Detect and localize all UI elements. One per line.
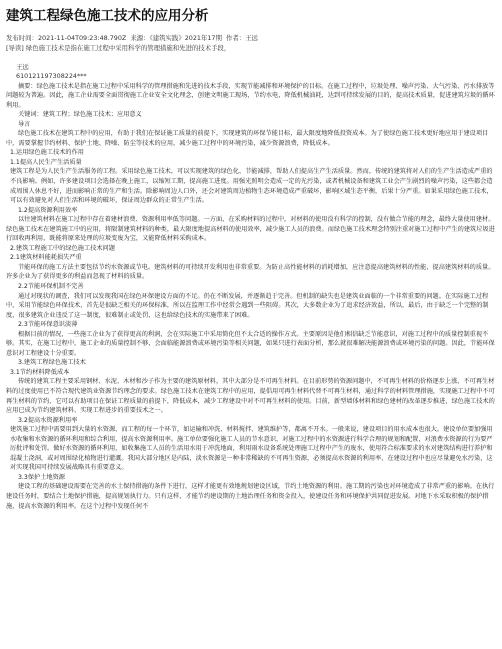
subsection-heading: 2.1建筑材料能耗损失严重 (10, 254, 82, 262)
abstract: 摘要：绿色施工技术是指在施工过程中采用科学的管理措施和先进的技术手段，实现节能减排和环境保护的目标。在施工过程中，垃圾处理、噪声污染、大气污染、污水排放等问题较为普遍。因此，施工企业需要全面贯彻施工企业安全文化理念，创建文明施工现场，节约水电，降低机械油耗，达到可持续发展的目的，提高技术质量，促进建筑垃圾的循环利用。 (6, 82, 495, 109)
source: 来源：《建筑实践》2021年17期 (130, 34, 222, 42)
paragraph: 节能环保的施工方法主要包括节约水资源或节电。建筑材料的可持续开发利用也非常重要。为防止高性能材料的消耗增加，应注意提高建筑材料的性能，提高建筑材料的质量。许多企业为了获得更多的利益而忽视了材料的质量。 (6, 263, 495, 281)
subsection-heading: 2.3节能环保意识淡薄 (18, 321, 78, 329)
section-heading: 导言 (18, 120, 31, 128)
paragraph: 通过对现状的调查，我们可以发现我国在绿色环保建设方面的不足。仍在不断发展，并逐渐趋于完善。但机制的缺失也是建筑业面临的一个非常重要的问题。在实际施工过程中，采用节能绿色环保技术，首先是很缺乏相关的环保标准，所以在监理工作中经常会遇到一些阻碍。其次，大多数企业为了追求经济效益，所以，最后，由于缺乏一个完整的制度，很多建筑企业违反了这一制度，很难制止或处罚，这也给绿色技术的实施带来了困难。 (6, 292, 489, 319)
publish-time: 发布时间：2021-11-04T09:23:48.790Z (6, 34, 127, 42)
article-meta (6, 34, 496, 44)
paragraph: 以往建筑材料在施工过程中存在着建材浪费、资源利用率低等问题。一方面，在采购材料的过程中，对材料的使用没有科学的控制，没有做合节能的理念，最终大量使用建材。绿色施工技术在建筑施工中的应用，将限制建筑材料的种类，最大限度地提高材料的使用效率，减少施工人员的浪费。而绿色施工技术理念特别注重对施工过程中产生的建筑垃圾进行回收再利用，既能将原来处理的垃圾变废为宝，又能降低材料采购成本。 (6, 216, 495, 243)
article-title: 建筑工程绿色施工技术的应用分析 (6, 8, 209, 24)
paragraph: 建筑施工过程中需要用到大量的水资源，而工程的每一个环节，如运输和冲洗、材料搅拌、建筑维护等，都离不开水。一般来说，建设项目的用水成本也很大。建设单位要加强用水收集和水资源的循环利用和综合利用，提高水资源利用率。施工单位要强化施工人员的节水意识，对施工过程中的水资源进行科学合理的规划和配置，对浪费水资源的行为要严厉批评和处罚。做好水资源的循环利用，如收集施工人员的生活用水用于冲洗地面，利用雨水设备系统处理施工过程中产生的废水，使用符合标准要求的水对建筑结构进行养护和混凝土浇洞，或对周围绿化植物进行灌溉。我国大部分地区是内陆，淡水资源是一种非常稀缺的不可再生资源，必须提高水资源的利用率，在建设过程中也应尽量避免水污染，这对实现我国可持续发展战略具有重要意义。 (10, 426, 493, 472)
paragraph: 根据目前的情况，一些施工企业为了获得更高的利润，会在实际施工中采用简化但不太合适的操作方式。主要原因是他们相信缺乏节能意识，对施工过程中的质量控制重视不够。其实，在施工过程中，施工企业的质量控制不够，会面临能源浪费或环境污染等相关问题，如果只进行表面分析，那么就很难解决能源浪费或环境污染的问题。因此，节能环保意识对工程建设十分重要。 (6, 330, 495, 357)
article-body (6, 82, 496, 512)
section-heading: 3.建筑工程绿色施工技术 (18, 359, 86, 367)
paragraph: 绿色施工技术在建筑工程中的应用，有助于我们在保证施工质量的前提下，实现建筑的环保节能目标，最大限度地降低投资成本。为了使绿色施工技术更好地应用于建设项目中，需要掌握节约材料、保护土地、降噪、防尘等技术的应用，减少施工过程中的环境污染，减少资源浪费，降低成本。 (6, 130, 489, 147)
author: 作者：王远 (225, 34, 258, 42)
paragraph: 传统的建筑工程主要采用钢材、水泥、木材和沙子作为主要的建筑原材料，其中大部分是不可再生材料。在目前形势的资源问题中，不可再生材料的价格逐步上涨，不可再生材料的过度使用已不符合现代建筑业资源节约理念的要求。绿色施工技术在建筑工程中的应用，提倡用可再生材料代替不可再生材料，通过科学的材料管理措施，实现施工过程中不可再生材料的节约，它可以有助项目在保证工程质量的前提下，降低成本，减少工程建设中对不可再生材料的使用。目前，新型墙体材料和绿色建材的改革逐步推进，绿色施工技术的应用已成为节约建筑材料、实现工程进步的重要技术之一。 (6, 378, 495, 415)
author-id: 610121197308224*** (16, 72, 87, 80)
subsection-heading: 3.3保护土地资源 (18, 473, 65, 481)
section-heading: 2.建筑工程施工中的绿色施工技术问题 (10, 244, 115, 252)
subsection-heading: 1.2提高资源利用效率 (18, 206, 78, 214)
subsection-heading: 3.2提高水资源利用率 (18, 416, 78, 424)
paragraph: 建设工程的基础建设需要在完善的水土保持措施的条件下进行，这样才能更有效地规划建设区域，节约土地资源的利用。施工期的污染也对环境造成了非常严重的影响。在执行建设任务时，要结合土地保护措施，提高规划执行力。只有这样，才能节约建设期的土地治理任务和资金投入，使建设任务和环境保护共同促进发展。对地下水采取积极的保护措施，提高水资源的利用率。在这个过程中发现任何不 (6, 483, 495, 510)
subsection-heading: 3.1节约材料降低成本 (10, 368, 70, 376)
author-name: 王远 (16, 62, 29, 71)
subsection-heading: 1.1提高人民生产生活质量 (10, 158, 82, 166)
paragraph: 建筑工程是为人民生产生活服务的工程。采用绿色施工技术，可以实现建筑的绿色化、节能减排，帮助人们提高生产生活质量。然而，传统的建筑将对人们的生产生活造成严重的不良影响。例如，许多建设项目会选择在晚上施工，以缩短工期，提高施工进度。用强光照明会造成一定的光污染，或者机械设备和建筑工业会产生剧烈的噪声污染，这些都会造成周围人休息不好，进而影响正常的生产和生活。除影响周边人口外，还会对建筑周边植物生态环境造成严重破坏，影响区域生态平衡，后果十分严重。如果采用绿色施工技术，可以有效避免对人们生活和环境的破坏，保证周边群众的正常生产生活。 (10, 168, 493, 205)
subsection-heading: 2.2节能环保机制不完善 (18, 282, 84, 290)
keywords: 关键词：建筑工程；绿色施工技术；应用意义 (18, 111, 142, 119)
section-heading: 1.运用绿色施工技术的作用 (10, 149, 84, 157)
abstract-lead: [导读] 绿色施工技术是指在施工过程中采用科学的管理措施和先进的技术手段， (6, 43, 231, 52)
spacer (6, 53, 496, 63)
